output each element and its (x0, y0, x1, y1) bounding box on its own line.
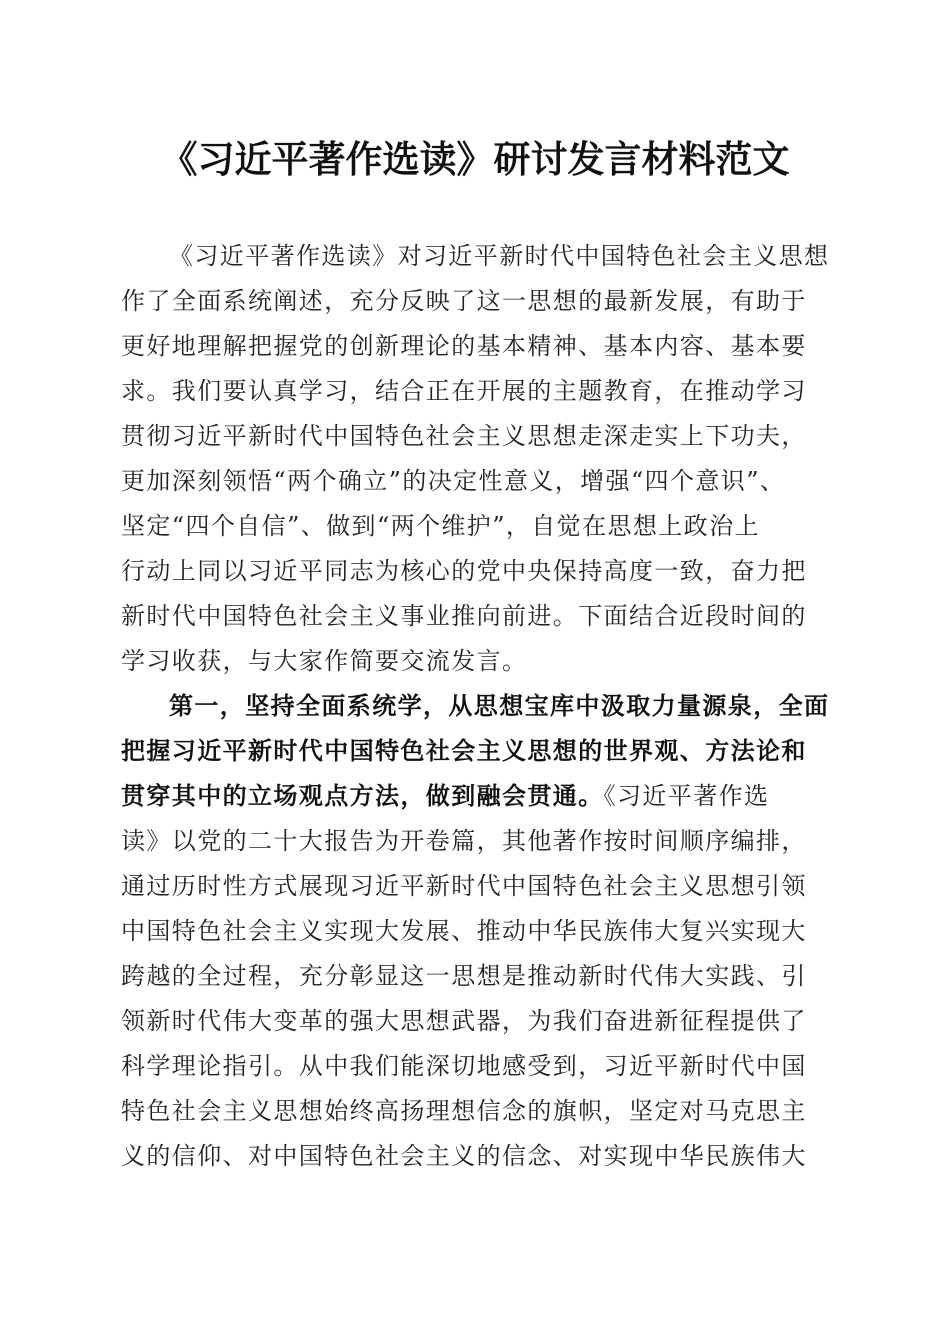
paragraph2-bold-line: 第一，坚持全面系统学，从思想宝库中汲取力量源泉，全面 (169, 691, 830, 720)
paragraph2-line: 通过历时性方式展现习近平新时代中国特色社会主义思想引领 (121, 872, 807, 900)
paragraph1-line: 更好地理解把握党的创新理论的基本精神、基本内容、基本要 (121, 332, 807, 360)
paragraph2-line: 科学理论指引。从中我们能深切地感受到，习近平新时代中国 (121, 1052, 807, 1080)
paragraph2-bold-line: 把握习近平新时代中国特色社会主义思想的世界观、方法论和 (121, 736, 807, 765)
paragraph1-line: 学习收获，与大家作简要交流发言。 (121, 647, 528, 675)
paragraph2-line: 跨越的全过程，充分彰显这一思想是推动新时代伟大实践、引 (121, 962, 807, 990)
paragraph1-line: 求。我们要认真学习，结合正在开展的主题教育，在推动学习 (121, 377, 807, 405)
paragraph2-bold-fragment: 贯穿其中的立场观点方法，做到融会贯通。 (121, 781, 604, 810)
paragraph1-line: 作了全面系统阐述，充分反映了这一思想的最新发展，有助于 (121, 287, 807, 315)
paragraph1-line: 贯彻习近平新时代中国特色社会主义思想走深走实上下功夫， (121, 422, 807, 450)
paragraph2-line: 特色社会主义思想始终高扬理想信念的旗帜，坚定对马克思主 (121, 1097, 807, 1125)
paragraph1-line: 坚定“四个自信”、做到“两个维护”，自觉在思想上政治上 (121, 512, 760, 540)
paragraph2-mixed-line (121, 773, 831, 819)
paragraph1-line: 更加深刻领悟“两个确立”的决定性意义，增强“四个意识”、 (121, 467, 786, 495)
paragraph2-line: 读》以党的二十大报告为开卷篇，其他著作按时间顺序编排， (121, 827, 807, 855)
paragraph2-line: 义的信仰、对中国特色社会主义的信念、对实现中华民族伟大 (121, 1142, 807, 1170)
paragraph1-line: 《习近平著作选读》对习近平新时代中国特色社会主义思想 (169, 242, 830, 270)
paragraph2-line: 领新时代伟大变革的强大思想武器，为我们奋进新征程提供了 (121, 1007, 807, 1035)
paragraph1-line: 行动上同以习近平同志为核心的党中央保持高度一致，奋力把 (121, 557, 807, 585)
paragraph2-line: 中国特色社会主义实现大发展、推动中华民族伟大复兴实现大 (121, 917, 807, 945)
paragraph1-line: 新时代中国特色社会主义事业推向前进。下面结合近段时间的 (121, 602, 807, 630)
paragraph2-regular-fragment: 《习近平著作选 (603, 782, 770, 810)
document-title: 《习近平著作选读》研讨发言材料范文 (160, 137, 790, 181)
